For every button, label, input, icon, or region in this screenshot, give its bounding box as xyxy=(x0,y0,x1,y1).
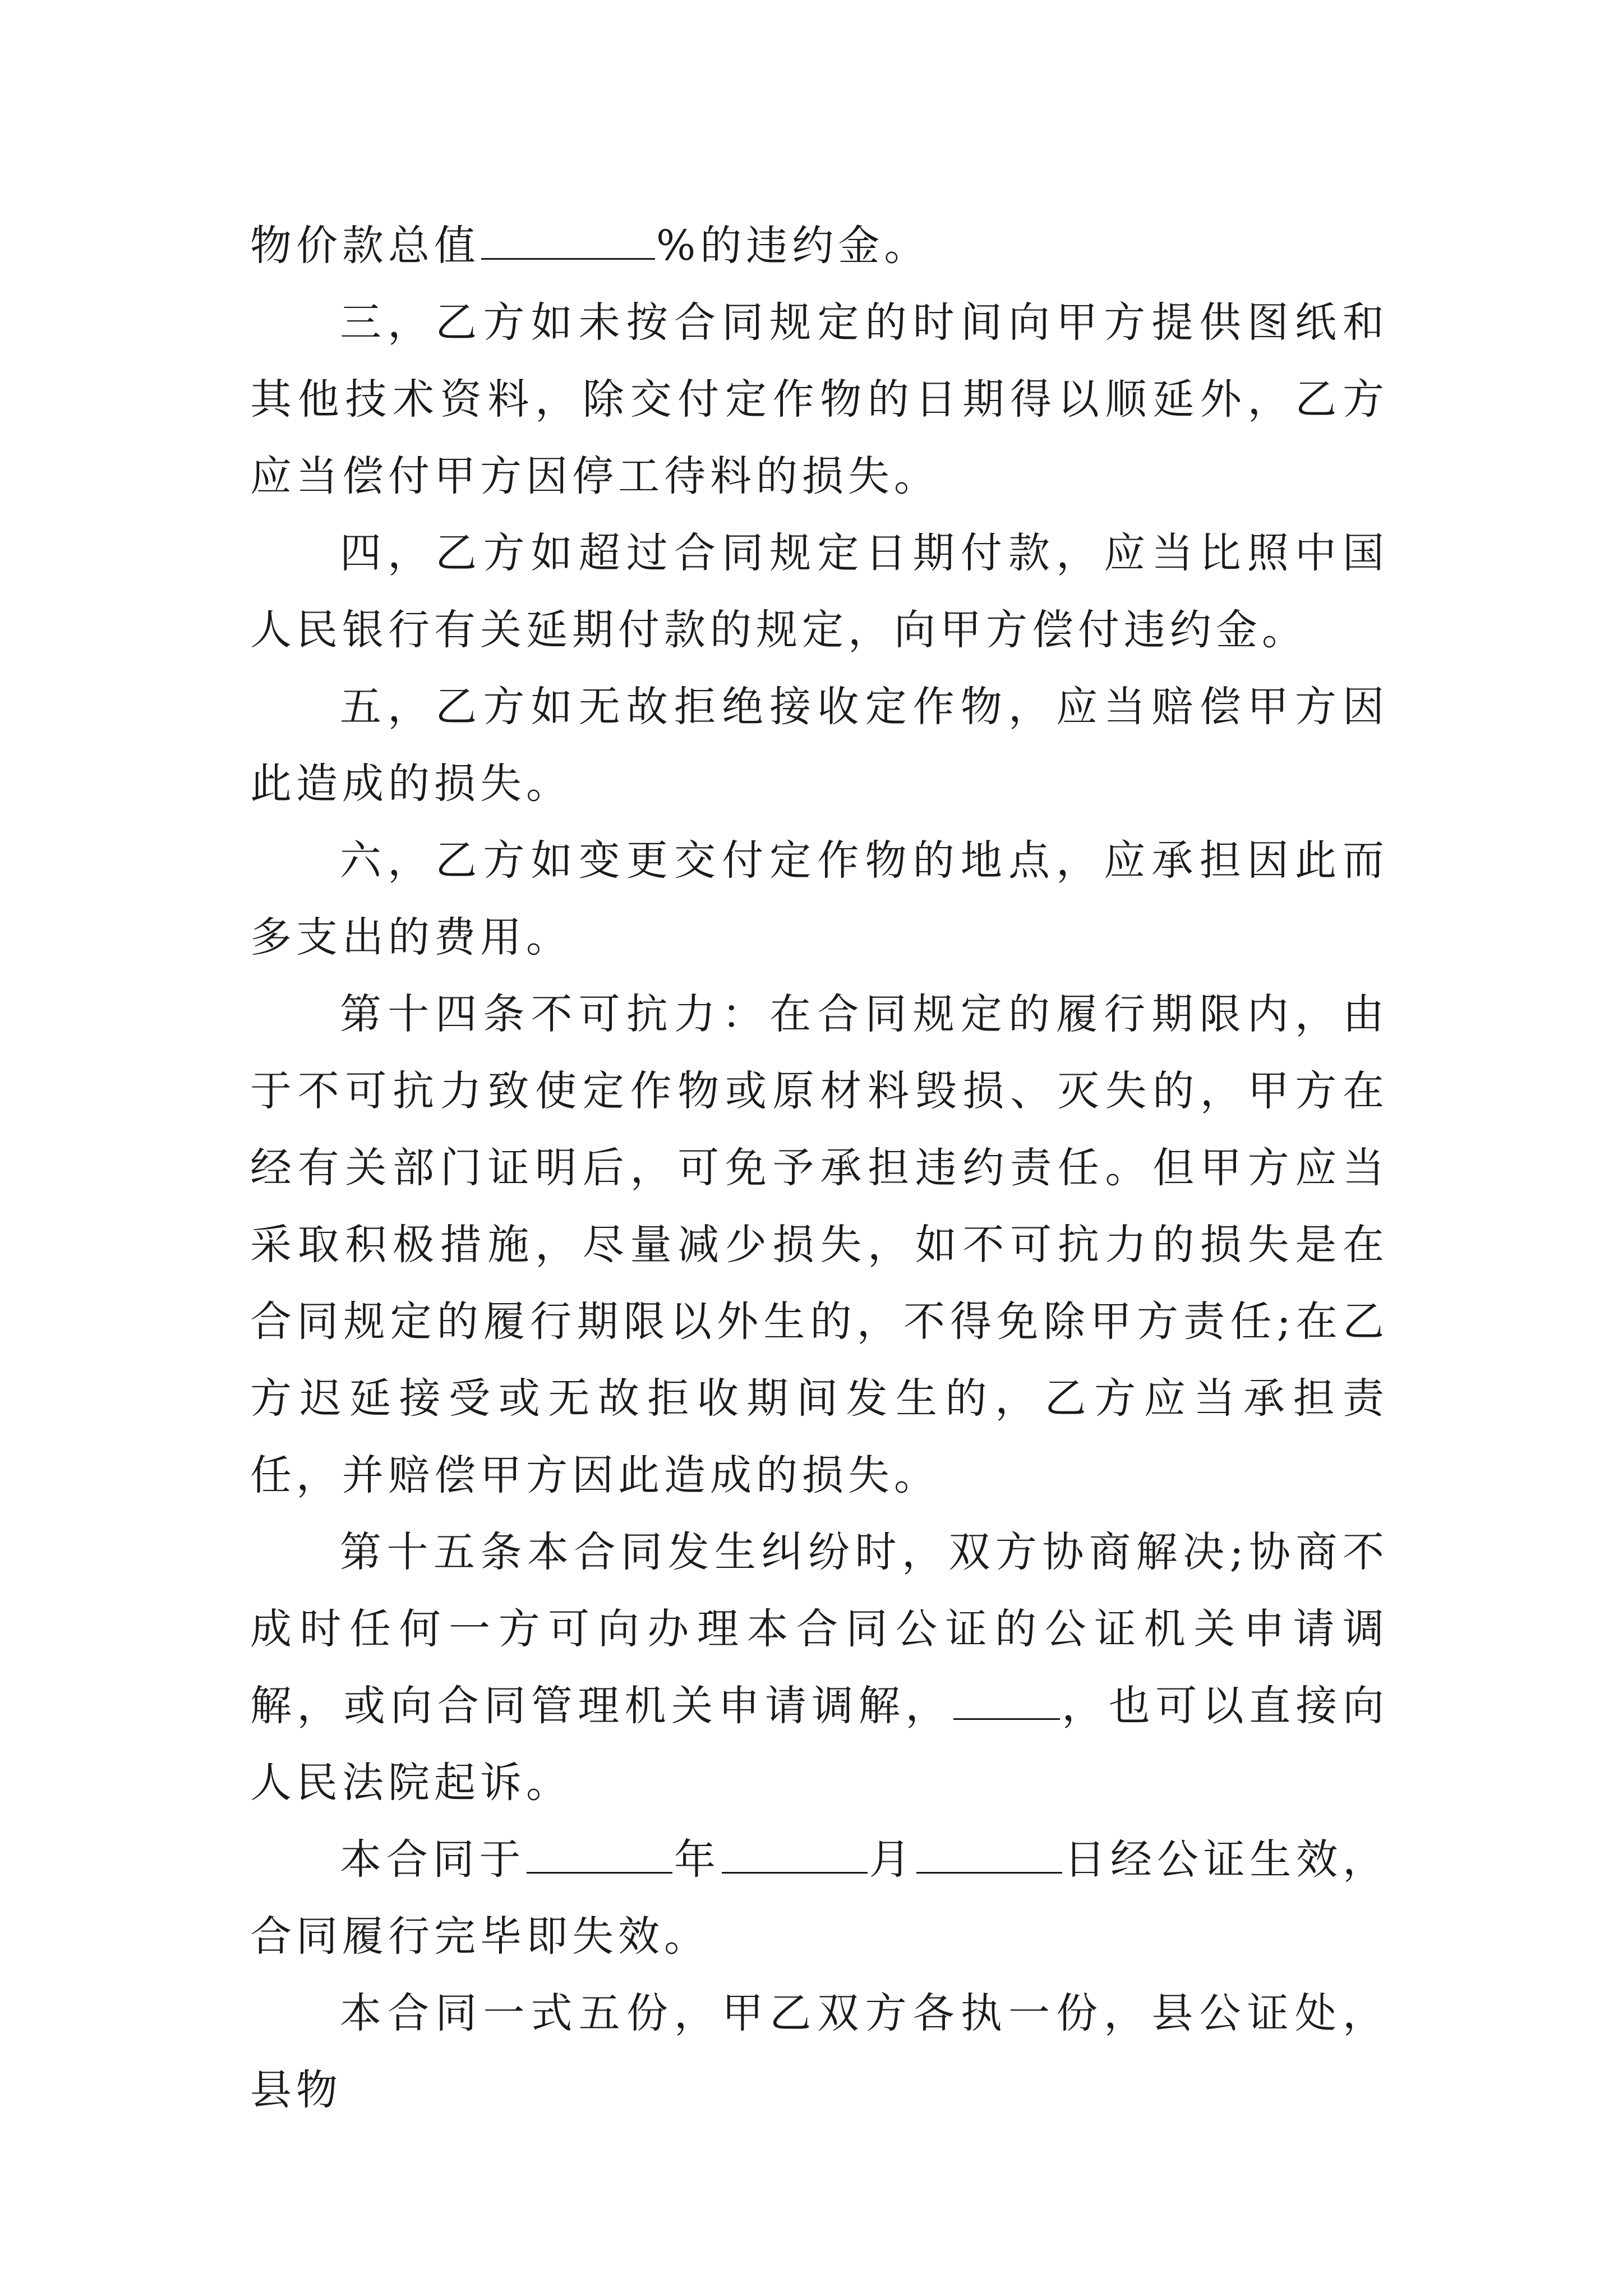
paragraph-text: ，也可以直接向人民法院起诉。 xyxy=(250,1682,1389,1807)
blank-field-day xyxy=(916,1830,1062,1874)
paragraph-text: %的违约金。 xyxy=(656,222,930,270)
blank-field-year xyxy=(527,1830,672,1874)
document-body xyxy=(250,208,1389,2129)
paragraph-text: 年 xyxy=(674,1835,721,1884)
blank-field-month xyxy=(722,1830,868,1874)
paragraph-text: 第十五条本合同发生纠纷时，双方协商解决;协商不成时任何一方可向办理本合同公证的公证机关申请调解，或向合同管理机关申请调解， xyxy=(250,1528,1389,1730)
blank-field-arbitration xyxy=(953,1677,1060,1720)
paragraph-text: 日经公证生效，合同履行完毕即失效。 xyxy=(250,1835,1389,1961)
blank-field-penalty-percent xyxy=(481,217,655,260)
paragraph-effective-date xyxy=(250,1821,1389,1975)
paragraph-penalty-continuation xyxy=(250,208,1389,284)
paragraph-text: 月 xyxy=(868,1835,916,1884)
paragraph-clause-3: 三，乙方如未按合同规定的时间向甲方提供图纸和其他技术资料，除交付定作物的日期得以顺延外，乙方应当偿付甲方因停工待料的损失。 xyxy=(250,298,1389,500)
paragraph-text: 本合同于 xyxy=(340,1835,526,1884)
paragraph-article-14: 第十四条不可抗力：在合同规定的履行期限内，由于不可抗力致使定作物或原材料毁损、灭失的，甲方在经有关部门证明后，可免予承担违约责任。但甲方应当采取积极措施，尽量减少损失，如不可抗力的损失是在合同规定的履行期限以外生的，不得免除甲方责任;在乙方迟延接受或无故拒收期间发生的，乙方应当承担责任，并赔偿甲方因此造成的损失。 xyxy=(250,990,1389,1499)
paragraph-clause-4: 四，乙方如超过合同规定日期付款，应当比照中国人民银行有关延期付款的规定，向甲方偿付违约金。 xyxy=(250,529,1389,654)
paragraph-article-15 xyxy=(250,1514,1389,1821)
paragraph-clause-5: 五，乙方如无故拒绝接收定作物，应当赔偿甲方因此造成的损失。 xyxy=(250,683,1389,808)
paragraph-text: 物价款总值 xyxy=(250,222,480,270)
paragraph-copies: 本合同一式五份，甲乙双方各执一份，县公证处，县物 xyxy=(250,1989,1389,2114)
paragraph-clause-6: 六，乙方如变更交付定作物的地点，应承担因此而多支出的费用。 xyxy=(250,836,1389,961)
